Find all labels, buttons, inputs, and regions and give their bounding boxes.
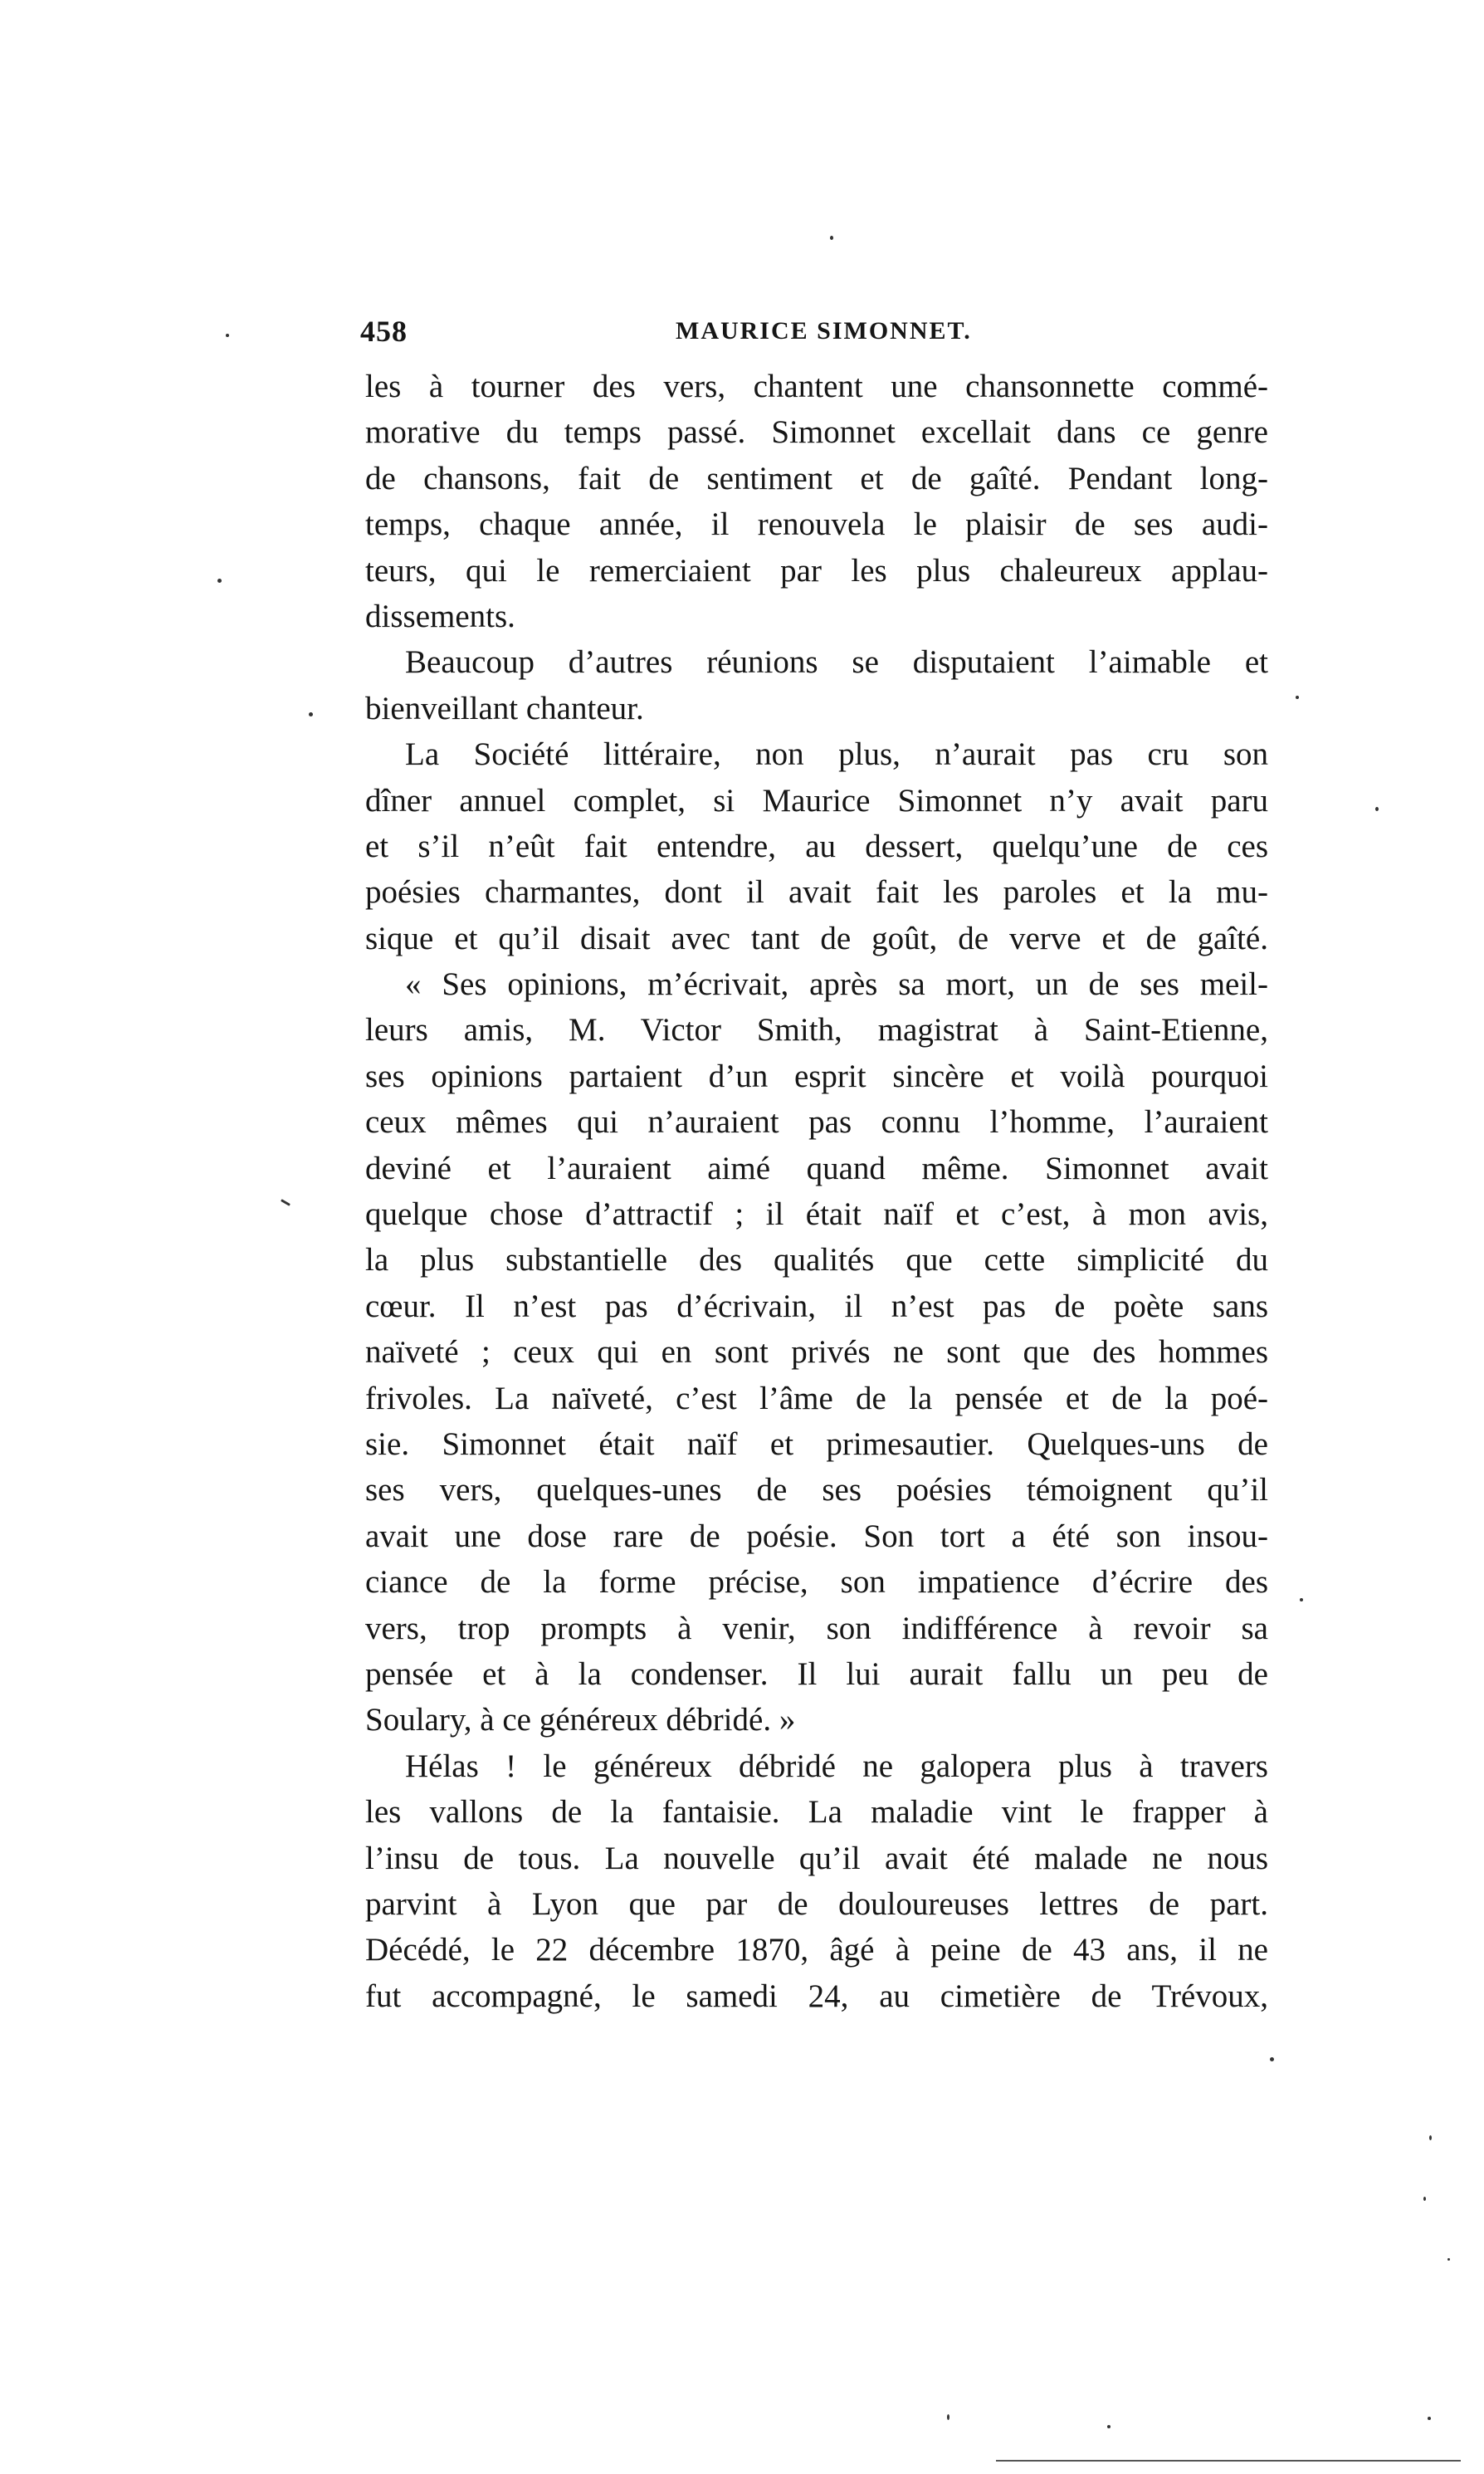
text-line: l’insu de tous. La nouvelle qu’il avait été malade ne nous: [365, 1840, 1268, 1876]
text-line: Beaucoup d’autres réunions se disputaient l’aimable et: [405, 644, 1268, 681]
scan-speck: [1375, 807, 1379, 811]
text-line: La Société littéraire, non plus, n’aurait pas cru son: [405, 736, 1268, 773]
scan-speck: [947, 2414, 949, 2420]
text-line: Décédé, le 22 décembre 1870, âgé à peine de 43 ans, il ne: [365, 1932, 1268, 1968]
scan-speck: [1423, 2197, 1426, 2201]
scan-speck: [1270, 2057, 1274, 2061]
text-line: parvint à Lyon que par de douloureuses lettres de part.: [365, 1885, 1268, 1922]
text-line: vers, trop prompts à venir, son indifférence à revoir sa: [365, 1610, 1268, 1646]
text-line: teurs, qui le remerciaient par les plus chaleureux applau-: [365, 552, 1268, 589]
text-line: morative du temps passé. Simonnet excellait dans ce genre: [365, 414, 1268, 451]
text-line: Soulary, à ce généreux débridé. »: [365, 1702, 796, 1738]
scan-speck: [1107, 2425, 1111, 2428]
text-line: temps, chaque année, il renouvela le plaisir de ses audi-: [365, 506, 1268, 543]
text-line: quelque chose d’attractif ; il était naïf et c’est, à mon avis,: [365, 1196, 1268, 1233]
text-line: « Ses opinions, m’écrivait, après sa mort, un de ses meil-: [405, 966, 1268, 1003]
scan-speck: [1447, 2258, 1450, 2261]
text-line: avait une dose rare de poésie. Son tort a été son insou-: [365, 1518, 1268, 1554]
text-line: cœur. Il n’est pas d’écrivain, il n’est pas de poète sans: [365, 1288, 1268, 1324]
scan-speck: [226, 334, 229, 337]
text-line: sique et qu’il disait avec tant de goût, de verve et de gaîté.: [365, 920, 1268, 956]
scan-speck: [1429, 2135, 1432, 2140]
text-line: bienveillant chanteur.: [365, 690, 644, 726]
text-line: la plus substantielle des qualités que cette simplicité du: [365, 1242, 1268, 1279]
text-line: de chansons, fait de sentiment et de gaîté. Pendant long-: [365, 460, 1268, 496]
page-header: [360, 314, 1281, 355]
scan-speck: [309, 712, 313, 716]
text-line: ses vers, quelques-unes de ses poésies témoignent qu’il: [365, 1472, 1268, 1508]
body-text: [365, 364, 1268, 2019]
text-line: Hélas ! le généreux débridé ne galopera plus à travers: [405, 1748, 1268, 1784]
text-line: naïveté ; ceux qui en sont privés ne sont que des hommes: [365, 1334, 1268, 1371]
text-line: sie. Simonnet était naïf et primesautier. Quelques-uns de: [365, 1425, 1268, 1462]
text-line: les à tourner des vers, chantent une chansonnette commé-: [365, 369, 1268, 404]
text-line: ceux mêmes qui n’auraient pas connu l’homme, l’auraient: [365, 1104, 1268, 1141]
text-line: pensée et à la condenser. Il lui aurait fallu un peu de: [365, 1655, 1268, 1692]
page-number: 458: [360, 315, 408, 348]
text-line: dissements.: [365, 598, 515, 634]
scan-speck: [217, 579, 222, 583]
text-line: ciance de la forme précise, son impatience d’écrire des: [365, 1564, 1268, 1601]
text-line: frivoles. La naïveté, c’est l’âme de la pensée et de la poé-: [365, 1380, 1268, 1416]
text-line: poésies charmantes, dont il avait fait les paroles et la mu-: [365, 874, 1268, 911]
scan-speck: [830, 236, 833, 240]
scan-speck: [1300, 1598, 1303, 1601]
text-line: deviné et l’auraient aimé quand même. Simonnet avait: [365, 1150, 1268, 1186]
scan-speck: [1428, 2417, 1431, 2420]
bottom-edge-rule: [996, 2460, 1461, 2462]
scan-speck: [281, 1199, 290, 1206]
scan-speck: [1296, 696, 1299, 699]
running-head: MAURICE SIMONNET.: [676, 317, 972, 345]
text-line: les vallons de la fantaisie. La maladie vint le frapper à: [365, 1794, 1268, 1831]
text-line: leurs amis, M. Victor Smith, magistrat à Saint-Etienne,: [365, 1012, 1268, 1049]
text-line: dîner annuel complet, si Maurice Simonnet n’y avait paru: [365, 782, 1268, 819]
text-line: et s’il n’eût fait entendre, au dessert, quelqu’une de ces: [365, 828, 1268, 864]
text-line: ses opinions partaient d’un esprit sincère et voilà pourquoi: [365, 1058, 1268, 1094]
text-line: fut accompagné, le samedi 24, au cimetière de Trévoux,: [365, 1978, 1268, 2014]
